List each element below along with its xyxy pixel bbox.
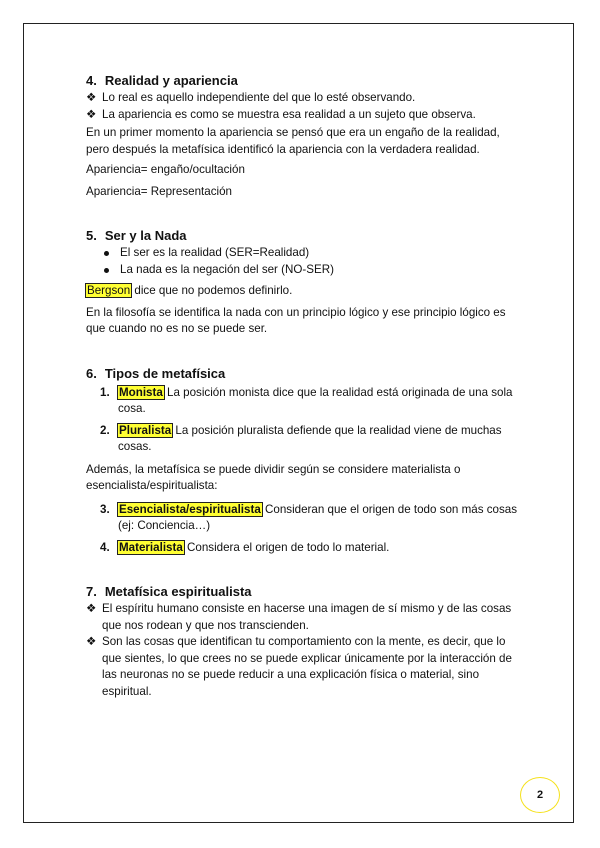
section-tipos-metafisica — [86, 365, 526, 557]
list-item: 1. Monista La posición monista dice que la realidad está originada de una sola cosa. — [100, 385, 513, 415]
list-item: El ser es la realidad (SER=Realidad) — [104, 245, 526, 262]
paragraph: Bergson dice que no podemos definirlo. — [87, 284, 293, 297]
section-title: Realidad y apariencia — [104, 73, 238, 88]
diamond-bullet-icon: ❖ — [86, 635, 97, 648]
list-item: 3. Esencialista/espiritualista Consideran que el origen de todo son más cosas (ej: Conciencia…) — [100, 502, 518, 532]
diamond-bullet-list — [86, 90, 526, 123]
diamond-bullet-list — [86, 601, 526, 700]
section-heading — [86, 227, 526, 245]
section-heading — [86, 365, 526, 383]
section-heading — [86, 583, 526, 601]
definition-line: Apariencia= Representación — [86, 184, 232, 198]
numbered-list — [100, 385, 526, 456]
document-content — [86, 72, 526, 700]
list-item: ❖ Lo real es aquello independiente del que lo esté observando. — [86, 90, 526, 107]
section-title: Ser y la Nada — [104, 228, 187, 243]
highlighted-term: Pluralista — [119, 423, 172, 437]
list-item: 4. Materialista Considera el origen de todo lo material. — [100, 540, 390, 554]
section-realidad-apariencia — [86, 72, 526, 200]
highlighted-term: Monista — [119, 385, 163, 399]
section-title: Metafísica espiritualista — [104, 584, 252, 599]
diamond-bullet-icon: ❖ — [86, 91, 97, 104]
diamond-bullet-icon: ❖ — [86, 107, 97, 121]
list-item: La nada es la negación del ser (NO-SER) — [104, 262, 526, 279]
page-number: 2 — [536, 789, 544, 801]
section-heading — [86, 72, 526, 90]
diamond-bullet-icon: ❖ — [86, 602, 97, 615]
section-number: 4. — [86, 73, 97, 88]
paragraph: Además, la metafísica se puede dividir según se considere materialista o esencialista/espiritualista: — [86, 462, 461, 492]
section-number: 7. — [86, 584, 97, 599]
list-item: 2. Pluralista La posición pluralista defiende que la realidad viene de muchas cosas. — [100, 423, 502, 453]
section-number: 6. — [86, 365, 97, 381]
numbered-list — [100, 502, 526, 557]
page-number-badge — [520, 777, 560, 813]
bullet-icon — [104, 268, 109, 273]
paragraph: En la filosofía se identifica la nada con un principio lógico y ese principio lógico es que cuando no es no se puede ser. — [86, 305, 506, 335]
list-item: ❖ Son las cosas que identifican tu comportamiento con la mente, es decir, que lo que sientes, lo que crees no se puede explicar únicamente por la interacción de las neuronas no se puede reducir a una explicación física o material, sino espiritual. — [86, 635, 512, 698]
highlighted-term: Bergson — [87, 284, 131, 297]
list-item: ❖ El espíritu humano consiste en hacerse una imagen de sí mismo y de las cosas que nos rodean y que nos transcienden. — [86, 602, 512, 632]
paragraph: En un primer momento la apariencia se pensó que era un engaño de la realidad, pero después la metafísica identificó la apariencia con la verdadera realidad. — [86, 126, 500, 156]
highlighted-term: Materialista — [119, 540, 183, 554]
bullet-icon — [104, 251, 109, 256]
definition-line: Apariencia= engaño/ocultación — [86, 163, 245, 176]
section-number: 5. — [86, 228, 97, 243]
section-metafisica-espiritualista — [86, 583, 526, 700]
bullet-list — [104, 245, 526, 278]
section-title: Tipos de metafísica — [104, 365, 226, 381]
highlighted-term: Esencialista/espiritualista — [119, 502, 261, 516]
section-ser-nada — [86, 227, 526, 338]
list-item: ❖ La apariencia es como se muestra esa realidad a un sujeto que observa. — [86, 107, 526, 124]
